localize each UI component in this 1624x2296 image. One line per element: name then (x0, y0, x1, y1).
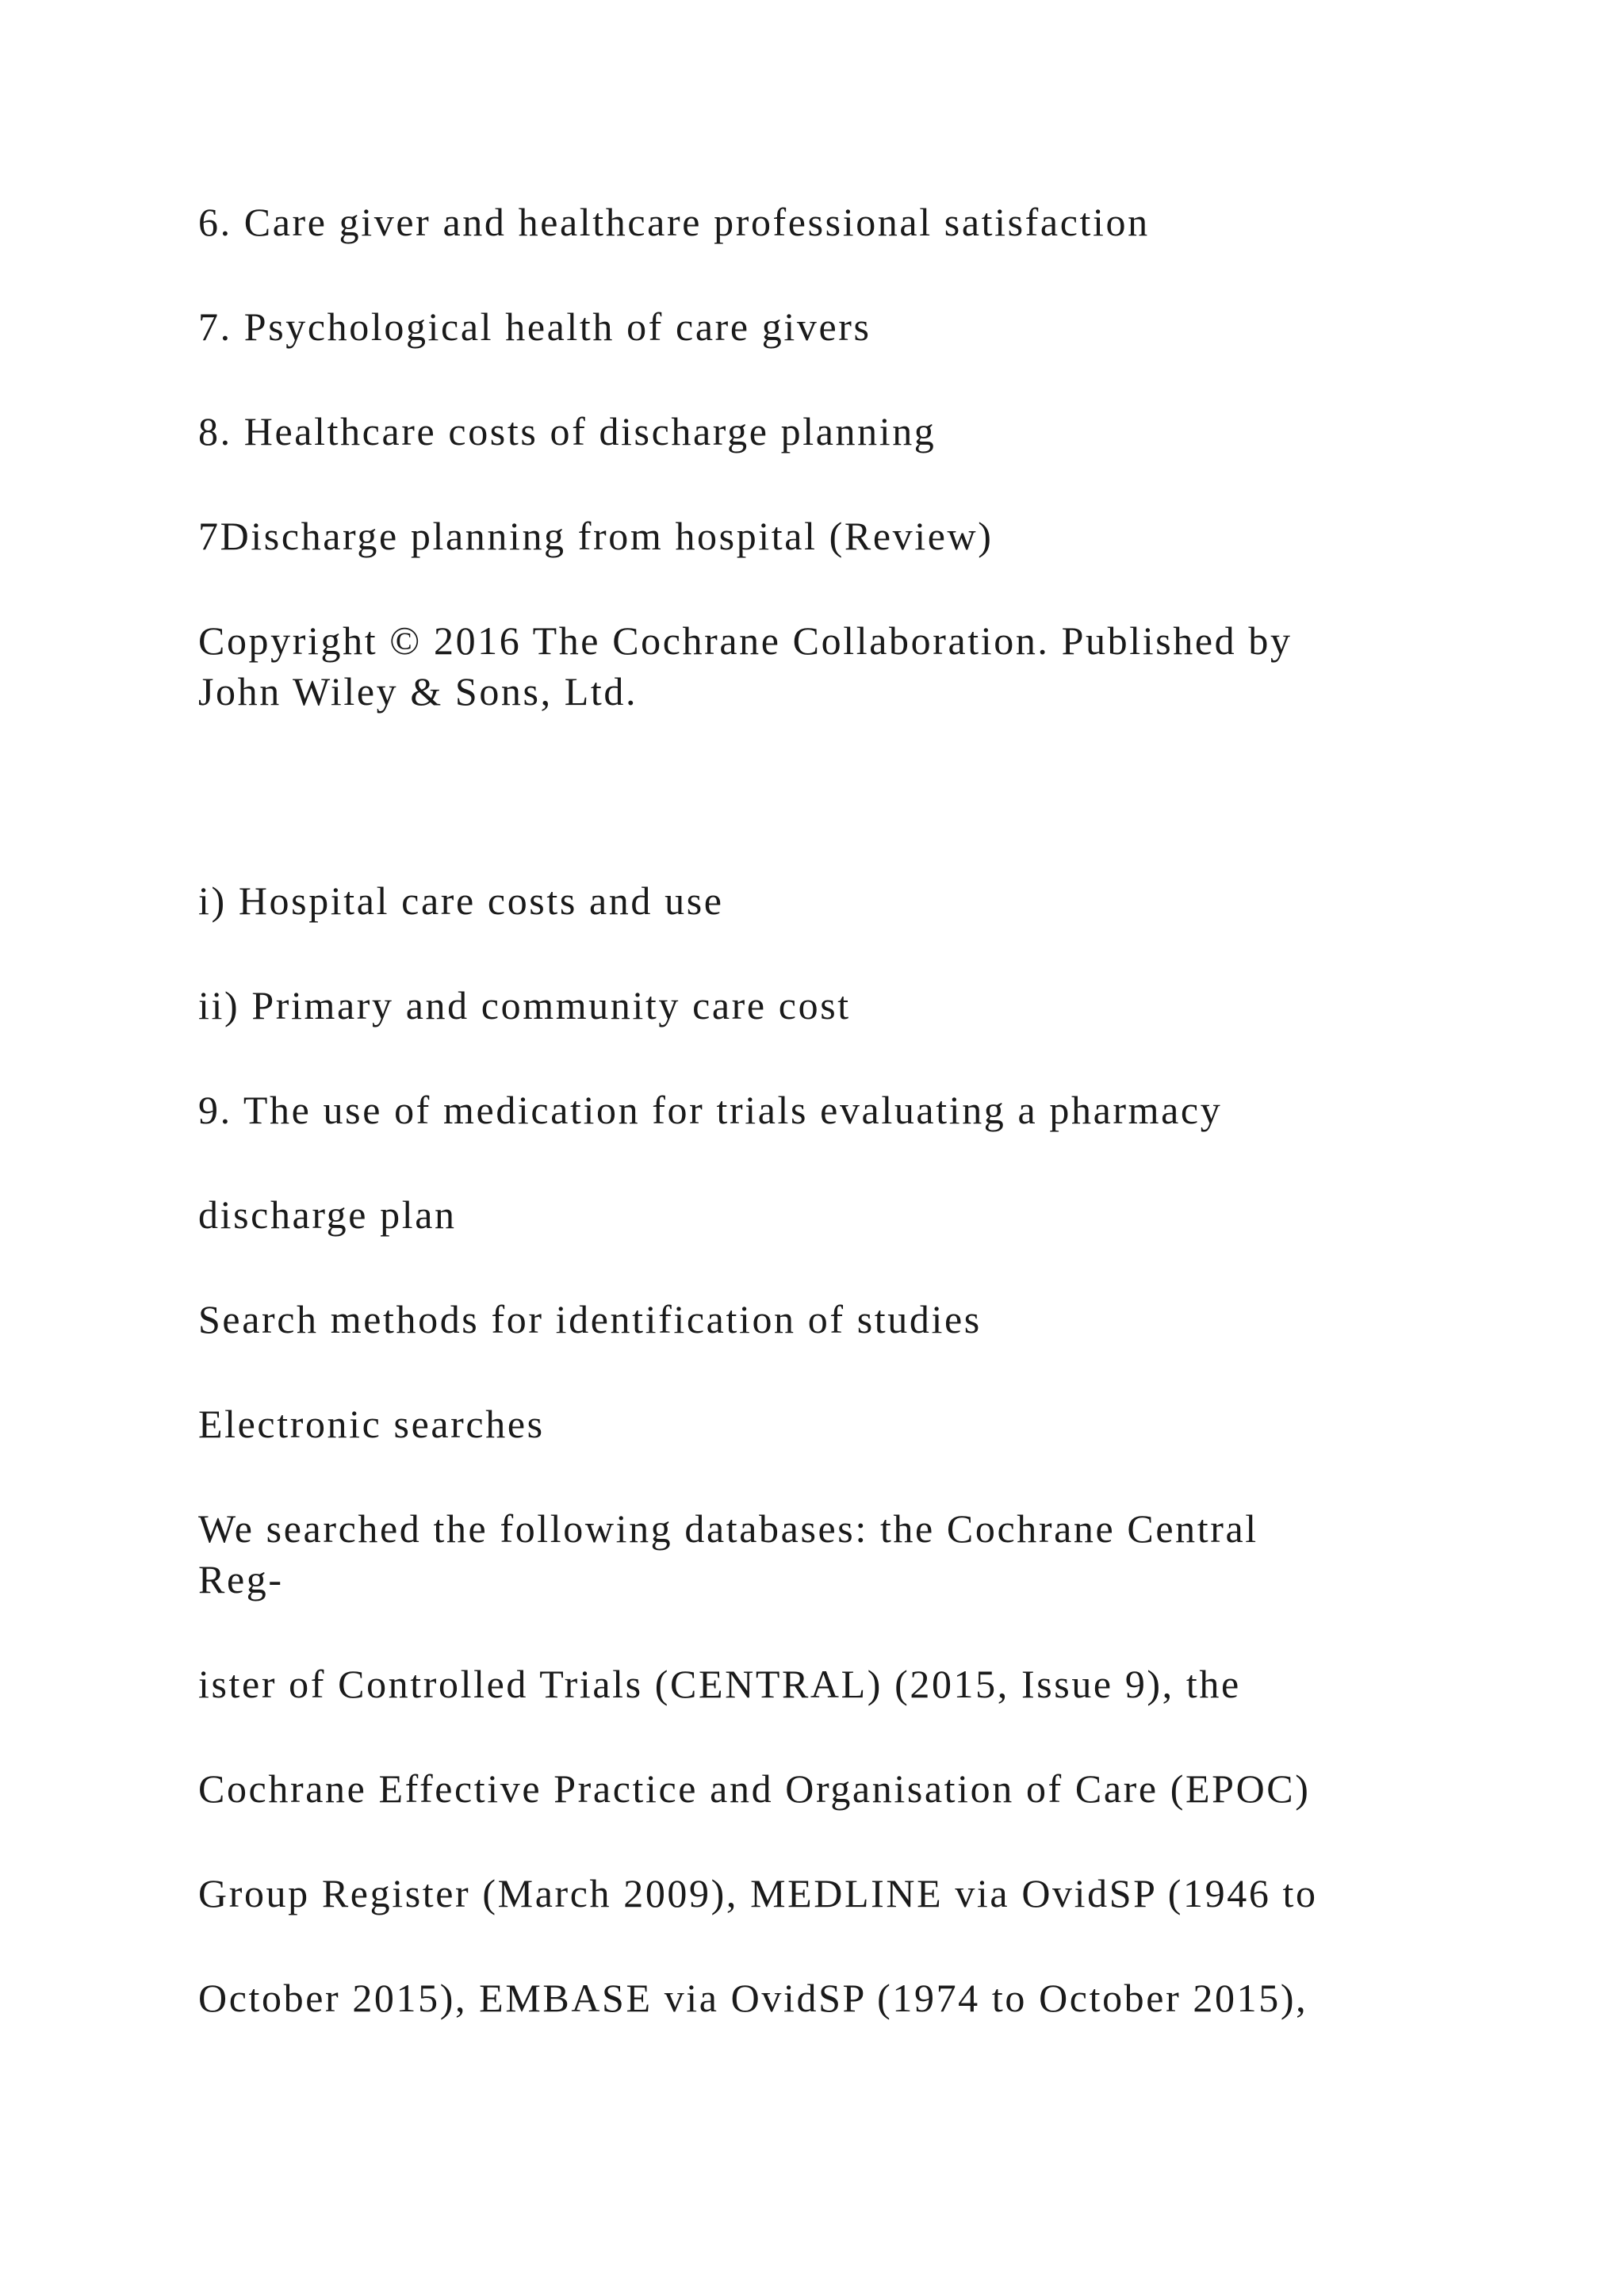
list-item-caregiver-satisfaction: 6. Care giver and healthcare professional satisfaction (198, 200, 1150, 244)
body-text-line: Cochrane Effective Practice and Organisation of Care (EPOC) (198, 1766, 1311, 1811)
subsection-heading-electronic-searches: Electronic searches (198, 1402, 545, 1446)
body-text-line: We searched the following databases: the Cochrane Central (198, 1506, 1258, 1551)
section-heading-search-methods: Search methods for identification of studies (198, 1297, 982, 1341)
page-footer-title: 7Discharge planning from hospital (Review) (198, 514, 994, 558)
copyright-line-1: Copyright © 2016 The Cochrane Collaboration. Published by (198, 618, 1293, 663)
list-item-medication-use-cont: discharge plan (198, 1192, 457, 1237)
list-item-medication-use: 9. The use of medication for trials evaluating a pharmacy (198, 1088, 1223, 1132)
list-item-primary-care-cost: ii) Primary and community care cost (198, 983, 851, 1027)
list-item-healthcare-costs: 8. Healthcare costs of discharge planning (198, 409, 936, 453)
body-text-line: October 2015), EMBASE via OvidSP (1974 to October 2015), (198, 1976, 1308, 2020)
body-text-line: ister of Controlled Trials (CENTRAL) (2015, Issue 9), the (198, 1662, 1241, 1706)
list-item-hospital-care-costs: i) Hospital care costs and use (198, 878, 724, 923)
copyright-line-2: John Wiley & Sons, Ltd. (198, 669, 638, 714)
body-text-line: Group Register (March 2009), MEDLINE via OvidSP (1946 to (198, 1871, 1318, 1915)
list-item-psychological-health: 7. Psychological health of care givers (198, 304, 871, 349)
body-text-line: Reg- (198, 1557, 284, 1601)
